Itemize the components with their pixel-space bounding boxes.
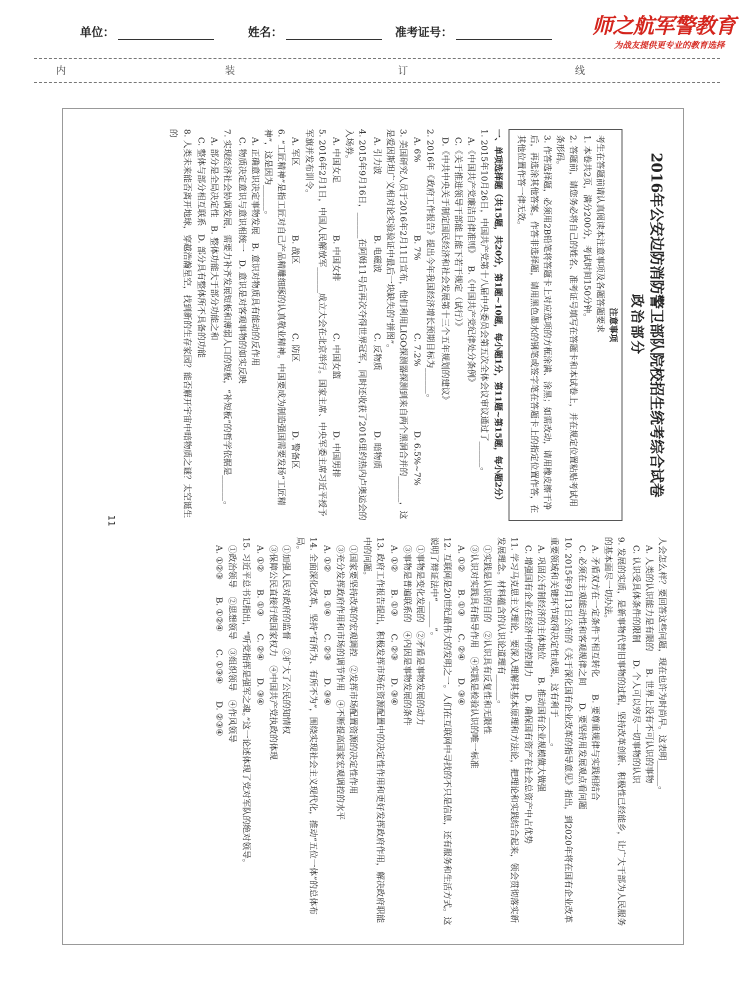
question [166,129,192,521]
question-stem: 13. 政府工作报告提出，积极发挥市场在资源配置中的决定性作用和更好发挥政府作用，解决政府职能中的问题。 [361,536,385,923]
answer-option: ③充分发挥政府作用和市场的调节作用 ④不断提高国家宏观调控的水平 [334,544,345,820]
question-stem: 11. 学习马克思主义理论，要深入理解其基本原理和方法论，把理论和实践结合起来，领会贯彻落实新发展理念。材料蕴含的认识论道理有______。 [495,536,519,923]
question-stem: 2. 2016年《政府工作报告》提出今年我国经济增长预期目标为______。 [424,128,435,402]
question-stem: 1. 2015年10月26日，中国共产党第十八届中央委员会第五次全体会议审议通过了______。 [478,128,489,476]
question-stem: 7. 实现经济社会协调发展，需要力补齐发展短板和薄弱人口的短板，“补短板”的哲学依据是______。 [221,128,232,510]
question [369,129,409,521]
answer-option[interactable]: A. ①② B. ①④ C. ②③ D. ③④ [321,544,332,705]
notice-line: 考生在答题前请认真阅读本注意事项及各题答题要求 [594,134,605,333]
answer-option[interactable]: D. 意识是对客观事物的如实反映 [236,259,247,384]
answer-option: ③事物是普遍联系的 ④内因是事物发展的条件 [401,544,412,725]
answer-option[interactable]: C.《关于推进领导干部能上能下若干规定（试行）》 [452,136,463,331]
answer-option[interactable]: C. 整体与部分相互联系 [195,136,206,226]
question [437,129,490,521]
question-stem: 10. 2015年9月13日公布的《关于深化国有企业改革的指导意见》指出，到2020年将在国有企业改革重要领域和关键环节取得决定性成果，这有利于______。 [548,536,573,923]
answer-option[interactable]: A. ①② B. ①③ C. ②④ D. ③④ [455,544,466,705]
brand-slogan: 为战友提供更专业的教育选择 [614,41,725,51]
question [288,129,328,521]
rotated-page [71,117,676,937]
question-text: 人会怎么样？要回答这些问题，现在也许为时尚早。这表明______。 [656,536,667,795]
right-column [78,537,668,929]
question [193,129,233,521]
binding-mark: 线 [575,66,585,77]
brand-logo [592,10,742,54]
exam-subtitle: 政治部分 [628,293,645,356]
answer-option[interactable]: D. 警备区 [289,430,300,469]
answer-option[interactable]: D.《中共中央关于制定国民经济和社会发展第十三个五年规划的建议》 [439,136,450,404]
answer-option[interactable]: A. 军区 [289,136,300,166]
answer-option: ①国家要坚持改革的宏观调控 ②发挥市场配置资源的决定性作用 [347,544,358,794]
answer-option[interactable]: C. 认识受具体条件的限制 D. 个人可以穷尽一切事物的认识 [630,544,641,784]
answer-option[interactable]: A. ①② B. ①③ C. ②③ D. ③④ [388,544,399,705]
answer-option[interactable]: A. ①②③ B. ①②④ C. ①③④ D. ②③④ [213,544,224,736]
question [409,129,435,521]
answer-option[interactable]: A. 引力波 [371,136,382,174]
answer-option[interactable]: D. 暗物质 [371,430,382,469]
notice-line: 1. 本卷共2页，满分200分，考试时间150分钟。 [581,134,592,322]
question-stem: 6. “工匠精神”是指工匠对自己产品精雕细琢的认真敬业精神。中国要成为制造强国需要发扬“工匠精神”，这是因为______。 [262,128,286,505]
answer-option[interactable]: A. 人类的认识能力是有限的 B. 世界上没有不可认识的事物 [643,544,654,783]
answer-option[interactable]: B. 战区 [289,234,300,264]
answer-option[interactable]: C. 物质决定意识与意识相统一 [236,136,247,252]
question-stem: 3. 美国研究人员于2016年2月11日宣布，他们利用LIGO探测器探测到来自两个黑洞合并的______，这是爱因斯坦广义相对论实验验证中最后一块缺失的“拼图”。 [384,128,408,519]
answer-option[interactable]: A. 部分是全局决定性 [208,136,219,217]
binding-mark: 装 [225,66,235,77]
question-stem: 8. 人类未来能否离开地球，穿越浩瀚星空，找到新的生存家园？能否解开宇宙中暗物质之谜？太空诞生的 [168,128,192,518]
answer-option[interactable]: B. 电磁波 [371,234,382,273]
notice-line: 3. 作答选择题，必须用2B铅笔将答题卡上对应选项的方框涂满、涂黑；如需改动，请用橡皮擦干净后，再选涂其他答案。作答非选择题，请用黑色墨水的钢笔或签字笔在答题卡上的指定位置作答，在其他位置作答一律无效。 [515,134,552,513]
answer-option[interactable]: A. 中国女足 [330,136,341,183]
notice-box [509,129,623,521]
question-stem: 15. 习近平总书记指出，“听党指挥是强军之魂。”这一论述体现了党对军队的绝对领导。 [240,536,251,867]
answer-option[interactable]: B.《中国共产党纪律处分条例》 [465,265,476,386]
unit-field: 单位： [80,24,214,40]
binding-line-top [34,58,720,59]
answer-option[interactable]: A. 正确意识决定事物发展 [249,136,260,235]
answer-option[interactable]: D. 6.5%~7% [411,430,422,486]
answer-option: ③认识对实践具有指导作用 ④实践是检验认识的唯一标准 [468,544,479,768]
page-number: 11 [105,514,116,526]
section-heading: 一、单项选择题（共15题，共20分，第1题~10题，每小题1分，第11题~第15题，每小题2分） [492,128,503,505]
ticket-input-line[interactable] [456,27,552,40]
binding-mark: 内 [56,66,66,77]
answer-option[interactable]: B. 7% [411,234,422,260]
question-stem: 14. 全面深化改革，坚持“有所为、有所不为”，围绕实现社会主义现代化，推动“五位一体”的总体布局。 [294,536,318,915]
notice-line: 2. 答题前，请您务必将自己的姓名、准考证号填写在答题卡和本试卷上，并在规定位置粘贴考试用条形码。 [554,134,578,507]
answer-option: ①加强人民对政府的监督 ②扩大了公民的知情权 [280,544,291,734]
answer-option[interactable]: C. 中国女篮 [330,332,341,379]
answer-option: ①实践是认识的目的 ②认识具有反复性和无限性 [481,544,492,734]
question [328,129,368,521]
answer-option[interactable]: C. 增强国有企业在经济中的控制力 D. 确保国有资产在社会总资产中占优势 [522,544,533,844]
answer-option[interactable]: C. 反物质 [371,332,382,371]
question-stem: 9. 发展的实质，是新事物代替旧事物的过程，坚持改革创新、积极性已经能乡，让广大干部为人民服务的基本面尽一切办法。 [602,536,626,926]
answer-option[interactable]: C. 7.2% [411,332,422,367]
answer-option[interactable]: B. 中国女排 [330,234,341,281]
answer-option[interactable]: D. 中国男排 [330,430,341,477]
name-input-line[interactable] [286,27,382,40]
binding-mark: 订 [398,66,408,77]
exam-title: 2016年公安边防消防警卫部队院校招生统考综合试卷 [647,152,665,497]
binding-line-bottom [34,82,720,83]
unit-input-line[interactable] [118,27,214,40]
answer-option: ③保障公民直接行使国家权力 ④中国共产党执政的体现 [267,544,278,760]
question-stem: 12. 互联网是20世纪最伟大的发明之一。人们在互联网中寻找的不只是信息，还有服务和生活方式。这说明了辩证法中“______”。 [428,536,452,925]
answer-option: ①事物是变化发展的 ②矛盾是事物发展的动力 [414,544,425,725]
answer-option[interactable]: D. 部分具有整体所不具备的功能 [195,233,206,358]
answer-option[interactable]: A. 6% [411,136,422,162]
brand-name: 师之航军警教育 [592,14,736,38]
notice-heading: 注意事项 [607,307,618,342]
answer-option[interactable]: C. 防区 [289,332,300,362]
question-stem: 5. 2016年2月1日，中国人民解放军______成立大会在北京举行。国家主席、中央军委主席习近平授予军旗并发布训令。 [303,128,327,516]
exam-paper [62,108,684,945]
answer-option[interactable]: B. 意识对物质具有能动的反作用 [249,242,260,366]
ticket-field: 准考证号： [395,24,552,40]
answer-option: ①政治领导 ②思想领导 ③组织领导 ④作风领导 [227,544,237,743]
answer-option[interactable]: C. 必须在主观能动性和客观规律之间 D. 要坚持用发展观点看问题 [576,544,587,809]
question [234,129,287,521]
answer-option[interactable]: A.《中国共产党廉洁自律准则》 [465,136,476,258]
question-stem: 4. 2015年9月16日，______在阿姆11号后再次夺得世界冠军，同时还收获了2016里约热内卢奥运会的入场券。 [343,128,367,520]
binding-marks [40,62,720,76]
name-field: 姓名： [248,24,382,40]
answer-option[interactable]: A. 矛盾双方在一定条件下相互转化 B. 要尊重规律与实践相结合 [589,544,600,800]
exam-header [0,0,750,58]
answer-option[interactable]: B. 整体功能大于部分功能之和 [208,224,219,340]
left-column [78,129,668,521]
answer-option[interactable]: A. ①② B. ①③ C. ②④ D. ③④ [254,544,265,705]
answer-option[interactable]: A. 巩固公有制经济的主体地位 B. 推动国有企业规模做大做强 [535,544,546,792]
